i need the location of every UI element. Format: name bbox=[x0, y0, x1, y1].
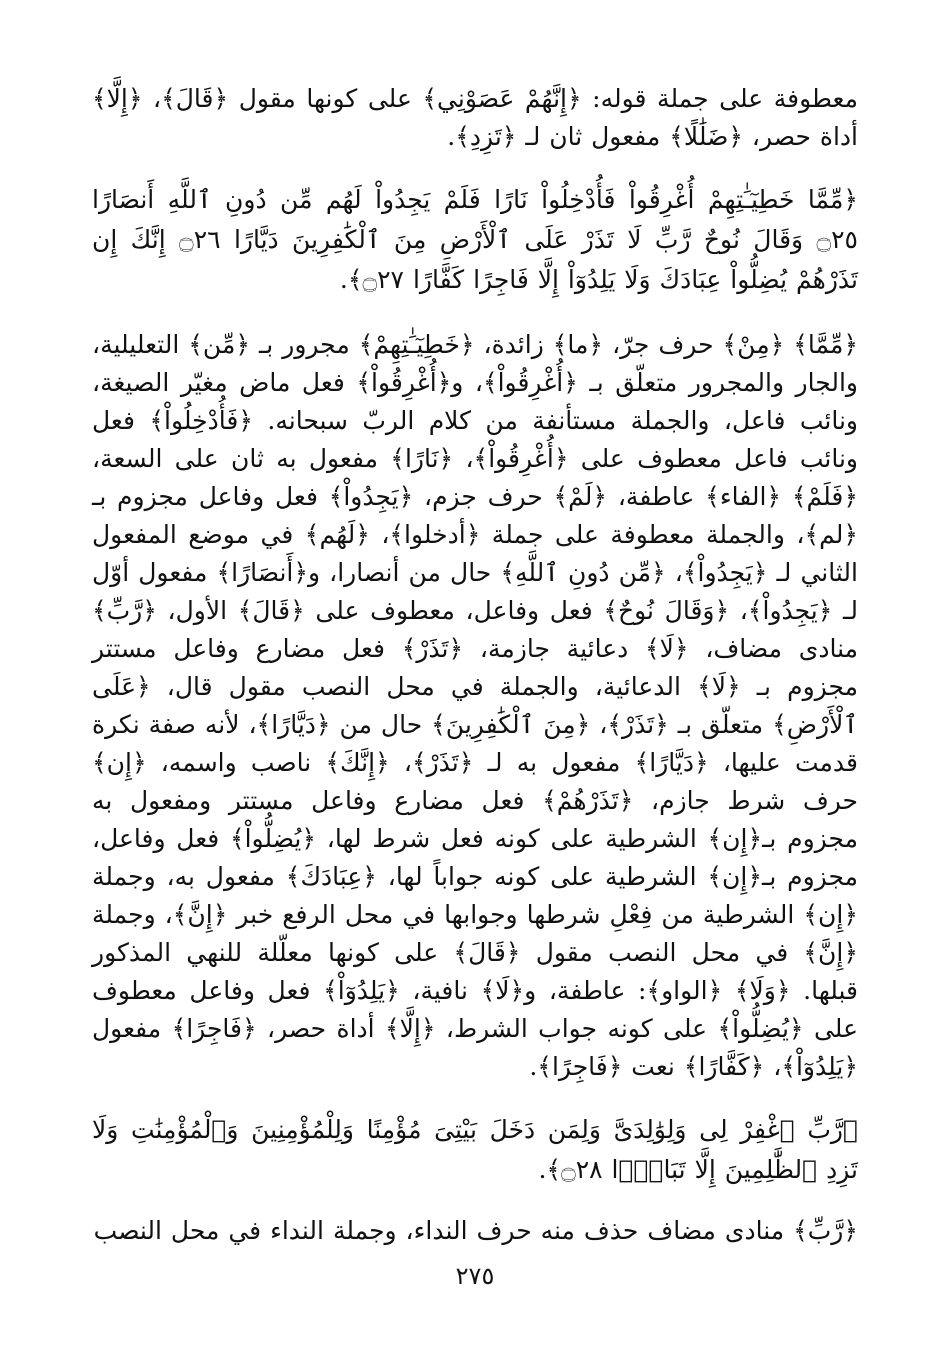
commentary-paragraph-1: معطوفة على جملة قوله: ﴿إِنَّهُمْ عَصَوْنِي﴾ على كونها مقول ﴿قَالَ﴾، ﴿إِلَّا﴾ أداة حصر، ﴿ضَلَٰلًا﴾ مفعول ثان لـ ﴿تَزِدِ﴾. bbox=[92, 84, 858, 151]
commentary-paragraph-2: ﴿مِّمَّا﴾ ﴿مِنْ﴾ حرف جرّ، ﴿ما﴾ زائدة، ﴿خَطِيٓـَٰتِهِمْ﴾ مجرور بـ ﴿مِّن﴾ التعليلية، والجار والمجرور متعلّق بـ ﴿أُغْرِقُواْ﴾، و﴿أُغْرِقُواْ﴾ فعل ماض مغيّر الصيغة، ونائب فاعل، والجملة مستأنفة من كلام الربّ سبحانه. ﴿فَأُدْخِلُواْ﴾ فعل ونائب فاعل معطوف على ﴿أُغْرِقُواْ﴾، ﴿نَارًا﴾ مفعول به ثان على السعة، ﴿فَلَمْ﴾ ﴿الفاء﴾ عاطفة، ﴿لَمْ﴾ حرف جزم، ﴿يَجِدُواْ﴾ فعل وفاعل مجزوم بـ ﴿لم﴾، والجملة معطوفة على جملة ﴿أدخلوا﴾، ﴿لَهُم﴾ في موضع المفعول الثاني لـ ﴿يَجِدُواْ﴾، ﴿مِّن دُونِ ٱللَّهِ﴾ حال من أنصارا، و﴿أَنصَارًا﴾ مفعول أوّل لـ ﴿يَجِدُواْ﴾، ﴿وَقَالَ نُوحٌ﴾ فعل وفاعل، معطوف على ﴿قَالَ﴾ الأول، ﴿رَّبِّ﴾ منادى مضاف، ﴿لَا﴾ دعائية جازمة، ﴿تَذَرْ﴾ فعل مضارع وفاعل مستتر مجزوم بـ ﴿لَا﴾ الدعائية، والجملة في محل النصب مقول قال، ﴿عَلَى ٱلْأَرْضِ﴾ متعلّق بـ ﴿تَذَرْ﴾، ﴿مِنَ ٱلْكَٰفِرِينَ﴾ حال من ﴿دَيَّارًا﴾، لأنه صفة نكرة قدمت عليها، ﴿دَيَّارًا﴾ مفعول به لـ ﴿تَذَرْ﴾، ﴿إِنَّكَ﴾ ناصب واسمه، ﴿إِن﴾ حرف شرط جازم، ﴿تَذَرْهُمْ﴾ فعل مضارع وفاعل مستتر ومفعول به مجزوم بـ﴿إِن﴾ الشرطية على كونه فعل شرط لها، ﴿يُضِلُّواْ﴾ فعل وفاعل، مجزوم بـ﴿إِن﴾ الشرطية على كونه جواباً لها، ﴿عِبَادَكَ﴾ مفعول به، وجملة ﴿إِن﴾ الشرطية من فِعْلِ شرطها وجوابها في محل الرفع خبر ﴿إِنَّ﴾، وجملة ﴿إِنَّ﴾ في محل النصب مقول ﴿قَالَ﴾ على كونها معلّلة للنهي المذكور قبلها. ﴿وَلَا﴾ ﴿الواو﴾: عاطفة، و﴿لَا﴾ نافية، ﴿يَلِدُوٓاْ﴾ فعل وفاعل معطوف على ﴿يُضِلُّواْ﴾ على كونه جواب الشرط، ﴿إِلَّا﴾ أداة حصر، ﴿فَاجِرًا﴾ مفعول ﴿يَلِدُوٓاْ﴾، ﴿كَفَّارًا﴾ نعت ﴿فَاجِرًا﴾. bbox=[92, 330, 858, 1081]
commentary-paragraph-3: ﴿رَّبِّ﴾ منادى مضاف حذف منه حرف النداء، وجملة النداء في محل النصب bbox=[93, 1216, 858, 1245]
page-number: ٢٧٥ bbox=[455, 1262, 495, 1290]
quran-verse-28: ﴿رَّبِّ ٱغْفِرْ لِى وَلِوَٰلِدَىَّ وَلِمَن دَخَلَ بَيْتِىَ مُؤْمِنًا وَلِلْمُؤْمِنِينَ وَٱلْمُؤْمِنَٰتِ وَلَا تَزِدِ ٱلظَّٰلِمِينَ إِلَّا تَبَارًۢا ۝٢٨﴾. bbox=[92, 1115, 858, 1184]
quran-verses-25-27: ﴿مِّمَّا خَطِيٓـَٰتِهِمْ أُغْرِقُواْ فَأُدْخِلُواْ نَارًا فَلَمْ يَجِدُواْ لَهُم مِّن دُونِ ٱللَّهِ أَنصَارًا ۝٢٥ وَقَالَ نُوحٌ رَّبِّ لَا تَذَرْ عَلَى ٱلْأَرْضِ مِنَ ٱلْكَٰفِرِينَ دَيَّارًا ۝٢٦ إِنَّكَ إِن تَذَرْهُمْ يُضِلُّواْ عِبَادَكَ وَلَا يَلِدُوٓاْ إِلَّا فَاجِرًا كَفَّارًا ۝٢٧﴾. bbox=[92, 185, 858, 294]
